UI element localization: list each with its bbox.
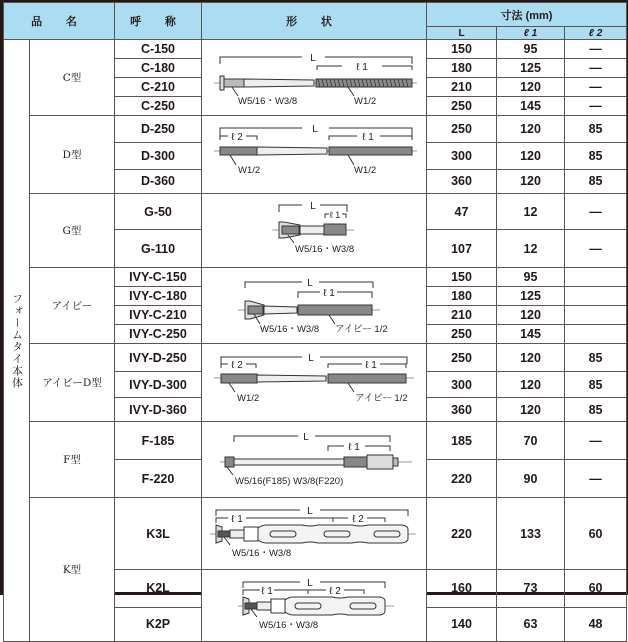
L-value: 185	[427, 422, 497, 460]
code-cell: IVY-C-180	[115, 287, 202, 306]
svg-text:ℓ 2: ℓ 2	[231, 360, 243, 371]
diagram-d-type	[202, 116, 427, 194]
svg-text:ℓ 1: ℓ 1	[365, 360, 377, 371]
header-l2: ℓ 2	[565, 27, 627, 40]
L-value: 180	[427, 287, 497, 306]
l1-value: 95	[497, 40, 565, 59]
ivy-d-tie-icon	[202, 344, 427, 416]
code-cell: C-180	[115, 59, 202, 78]
l2-value	[565, 268, 627, 287]
l1-value: 90	[497, 460, 565, 498]
l1-value: 120	[497, 398, 565, 422]
l2-value: 85	[565, 398, 627, 422]
L-value: 210	[427, 78, 497, 97]
category-c-type: C型	[30, 40, 115, 116]
svg-text:ℓ 1: ℓ 1	[362, 132, 374, 143]
L-value: 180	[427, 59, 497, 78]
l2-value: 85	[565, 116, 627, 143]
L-value: 150	[427, 268, 497, 287]
category-ivy-d-type: アイビーD型	[30, 344, 115, 422]
L-value: 47	[427, 194, 497, 230]
svg-text:W1/2: W1/2	[354, 96, 377, 107]
l2-value: 85	[565, 143, 627, 169]
l1-value: 95	[497, 268, 565, 287]
l2-value: —	[565, 40, 627, 59]
l1-value: 125	[497, 287, 565, 306]
l2-value: 85	[565, 344, 627, 372]
l2-value: 60	[565, 570, 627, 608]
svg-text:アイビー 1/2: アイビー 1/2	[335, 324, 388, 335]
svg-text:W5/16(F185) W3/8(F220): W5/16(F185) W3/8(F220)	[235, 476, 344, 487]
header-l1: ℓ 1	[497, 27, 565, 40]
code-cell: IVY-C-150	[115, 268, 202, 287]
svg-text:W1/2: W1/2	[238, 165, 261, 176]
svg-text:W5/16・W3/8: W5/16・W3/8	[238, 96, 298, 107]
svg-text:ℓ 1: ℓ 1	[356, 62, 368, 73]
svg-text:L: L	[307, 278, 313, 289]
code-cell: C-150	[115, 40, 202, 59]
ivy-c-tie-icon	[202, 268, 427, 338]
svg-text:ℓ 2: ℓ 2	[329, 586, 341, 597]
l1-value: 120	[497, 372, 565, 398]
header-product-name: 品 名	[4, 3, 115, 40]
code-cell: IVY-D-250	[115, 344, 202, 372]
l1-value: 12	[497, 194, 565, 230]
svg-text:W5/16・W3/8: W5/16・W3/8	[259, 620, 319, 631]
svg-text:W5/16・W3/8: W5/16・W3/8	[232, 548, 292, 559]
L-value: 150	[427, 40, 497, 59]
l2-value: 48	[565, 607, 627, 641]
category-d-type: D型	[30, 116, 115, 194]
svg-text:W5/16・W3/8: W5/16・W3/8	[295, 244, 355, 255]
header-shape: 形 状	[202, 3, 427, 40]
L-value: 300	[427, 372, 497, 398]
code-cell: IVY-D-360	[115, 398, 202, 422]
svg-text:L: L	[310, 201, 316, 212]
diagram-g-type	[202, 194, 427, 268]
L-value: 250	[427, 97, 497, 116]
L-value: 250	[427, 116, 497, 143]
code-cell: K3L	[115, 498, 202, 570]
code-cell: G-110	[115, 230, 202, 268]
svg-text:アイビー 1/2: アイビー 1/2	[355, 393, 408, 404]
l2-value: —	[565, 230, 627, 268]
l1-value: 120	[497, 143, 565, 169]
l1-value: 12	[497, 230, 565, 268]
l1-value: 120	[497, 78, 565, 97]
k3l-tie-icon	[202, 498, 427, 564]
diagram-k2	[202, 570, 427, 642]
group-label-form-tie-body: フォームタイ本体	[4, 40, 30, 642]
diagram-f-type	[202, 422, 427, 498]
l2-value	[565, 287, 627, 306]
k2-tie-icon	[202, 570, 427, 636]
code-cell: D-360	[115, 169, 202, 193]
code-cell: IVY-D-300	[115, 372, 202, 398]
diagram-ivy-c	[202, 268, 427, 344]
l2-value: 60	[565, 498, 627, 570]
code-cell: K2P	[115, 607, 202, 641]
svg-text:L: L	[312, 124, 318, 135]
form-tie-spec-table	[3, 2, 627, 642]
svg-text:ℓ 1: ℓ 1	[329, 210, 341, 220]
l1-value: 120	[497, 344, 565, 372]
L-value: 300	[427, 143, 497, 169]
c-type-tie-icon	[202, 40, 427, 110]
l2-value: 85	[565, 169, 627, 193]
code-cell: F-220	[115, 460, 202, 498]
header-dimensions: 寸法 (mm)	[427, 3, 627, 27]
g-type-tie-icon	[202, 194, 427, 262]
L-value: 360	[427, 169, 497, 193]
l2-value: —	[565, 59, 627, 78]
svg-text:L: L	[303, 432, 309, 443]
l2-value	[565, 325, 627, 344]
diagram-ivy-d	[202, 344, 427, 422]
svg-text:W1/2: W1/2	[237, 393, 260, 404]
svg-text:ℓ 1: ℓ 1	[323, 288, 335, 299]
svg-text:ℓ 1: ℓ 1	[231, 514, 243, 525]
l1-value: 145	[497, 325, 565, 344]
category-f-type: F型	[30, 422, 115, 498]
svg-text:W5/16・W3/8: W5/16・W3/8	[260, 324, 320, 335]
svg-text:L: L	[307, 578, 313, 589]
code-cell: IVY-C-250	[115, 325, 202, 344]
L-value: 360	[427, 398, 497, 422]
svg-text:ℓ 2: ℓ 2	[231, 132, 243, 143]
svg-text:L: L	[310, 53, 316, 64]
code-cell: F-185	[115, 422, 202, 460]
l1-value: 120	[497, 306, 565, 325]
l1-value: 125	[497, 59, 565, 78]
L-value: 220	[427, 498, 497, 570]
code-cell: D-250	[115, 116, 202, 143]
code-cell: K2L	[115, 570, 202, 608]
l1-value: 133	[497, 498, 565, 570]
L-value: 160	[427, 570, 497, 608]
l2-value: 85	[565, 372, 627, 398]
category-g-type: G型	[30, 194, 115, 268]
header-designation: 呼 称	[115, 3, 202, 40]
svg-text:ℓ 2: ℓ 2	[352, 514, 364, 525]
l2-value: —	[565, 78, 627, 97]
d-type-tie-icon	[202, 116, 427, 188]
l1-value: 120	[497, 169, 565, 193]
l2-value	[565, 306, 627, 325]
code-cell: C-250	[115, 97, 202, 116]
category-k-type: K型	[30, 498, 115, 642]
svg-text:ℓ 1: ℓ 1	[261, 586, 273, 597]
L-value: 250	[427, 325, 497, 344]
l1-value: 120	[497, 116, 565, 143]
code-cell: IVY-C-210	[115, 306, 202, 325]
l1-value: 70	[497, 422, 565, 460]
svg-text:W1/2: W1/2	[354, 165, 377, 176]
code-cell: D-300	[115, 143, 202, 169]
l1-value: 145	[497, 97, 565, 116]
l2-value: —	[565, 460, 627, 498]
L-value: 250	[427, 344, 497, 372]
header-L: L	[427, 27, 497, 40]
L-value: 140	[427, 607, 497, 641]
svg-text:L: L	[308, 353, 314, 364]
L-value: 210	[427, 306, 497, 325]
svg-text:ℓ 1: ℓ 1	[348, 442, 360, 453]
diagram-k3l	[202, 498, 427, 570]
l2-value: —	[565, 97, 627, 116]
category-ivy: アイビー	[30, 268, 115, 344]
L-value: 220	[427, 460, 497, 498]
l1-value: 73	[497, 570, 565, 608]
f-type-tie-icon	[202, 422, 427, 492]
L-value: 107	[427, 230, 497, 268]
code-cell: C-210	[115, 78, 202, 97]
l2-value: —	[565, 422, 627, 460]
svg-text:L: L	[307, 506, 313, 517]
l1-value: 63	[497, 607, 565, 641]
l2-value: —	[565, 194, 627, 230]
diagram-c-type	[202, 40, 427, 116]
code-cell: G-50	[115, 194, 202, 230]
